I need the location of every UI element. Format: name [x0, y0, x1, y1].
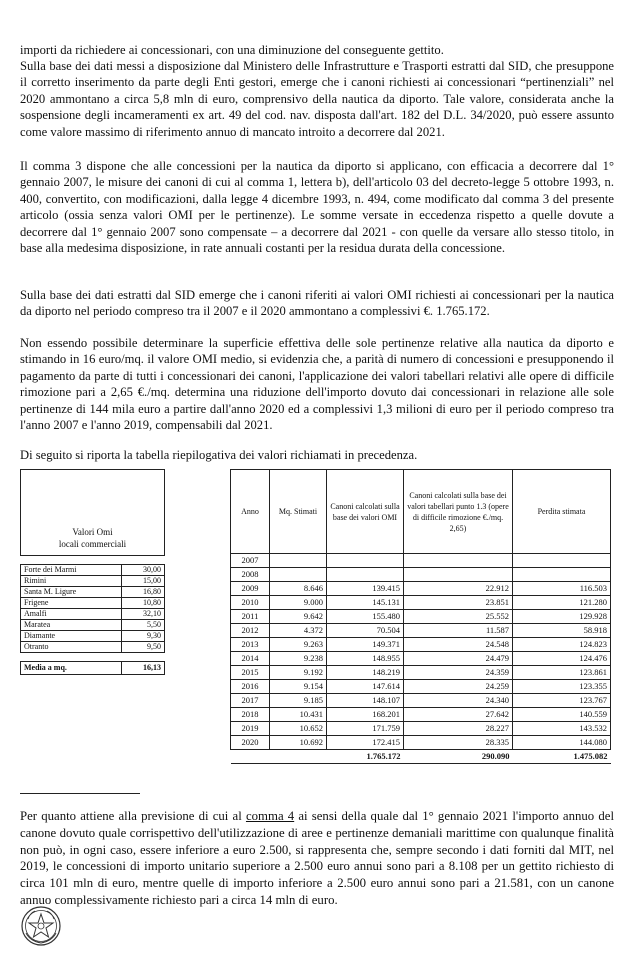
fees-summary-table — [230, 469, 611, 764]
cell-canoni-omi: 172.415 — [327, 736, 404, 750]
table-row — [231, 596, 611, 610]
cell-canoni-omi: 147.614 — [327, 680, 404, 694]
cell-canoni-tabellari: 11.587 — [404, 624, 513, 638]
cell-canoni-omi: 155.480 — [327, 610, 404, 624]
omi-average-label: Media a mq. — [21, 662, 122, 675]
separator-line — [20, 793, 140, 794]
cell-mq: 4.372 — [270, 624, 327, 638]
omi-table-header — [21, 470, 165, 556]
cell-anno: 2009 — [231, 582, 270, 596]
table-row — [231, 582, 611, 596]
cell-anno: 2012 — [231, 624, 270, 638]
cell-anno: 2007 — [231, 554, 270, 568]
cell-mq: 9.263 — [270, 638, 327, 652]
cell-anno: 2019 — [231, 722, 270, 736]
total-canoni-omi: 1.765.172 — [327, 750, 404, 764]
cell-perdita: 144.080 — [513, 736, 611, 750]
omi-place: Amalfi — [21, 609, 122, 620]
paragraph-7-end: ai sensi della quale dal 1° gennaio 2021 l'importo annuo del canone dovuto quale corrispettivo dell'utilizzazione di aree e pertinenze demaniali marittime con qualunque finalità non può, in ogni caso, essere inferiore a euro 2.500, si rappresenta che, sempre secondo i dati forniti dal MIT, nel 2019, le concessioni di importo unitario superiore a 2.500 euro annui sono pari a 8.108 per un gettito richiesto di circa 101 mln di euro, mentre quelle di importo inferiore a 2.500 euro annui sono pari a 21.581, con un canone annuo complessivamente richiesto pari a circa 14 mln di euro. — [20, 809, 614, 907]
cell-mq: 8.646 — [270, 582, 327, 596]
cell-mq: 9.185 — [270, 694, 327, 708]
omi-value: 9,50 — [122, 642, 165, 653]
cell-mq: 10.652 — [270, 722, 327, 736]
cell-canoni-omi: 168.201 — [327, 708, 404, 722]
cell-perdita: 124.476 — [513, 652, 611, 666]
omi-values-table — [20, 469, 165, 675]
cell-canoni-tabellari: 28.335 — [404, 736, 513, 750]
totals-row — [231, 750, 611, 764]
cell-canoni-tabellari — [404, 568, 513, 582]
omi-row — [21, 587, 165, 598]
cell-canoni-tabellari: 28.227 — [404, 722, 513, 736]
cell-anno: 2013 — [231, 638, 270, 652]
cell-canoni-omi: 149.371 — [327, 638, 404, 652]
cell-canoni-omi — [327, 568, 404, 582]
cell-canoni-omi: 148.107 — [327, 694, 404, 708]
cell-canoni-omi: 139.415 — [327, 582, 404, 596]
cell-perdita: 123.861 — [513, 666, 611, 680]
cell-canoni-tabellari: 25.552 — [404, 610, 513, 624]
cell-mq: 10.692 — [270, 736, 327, 750]
cell-anno: 2011 — [231, 610, 270, 624]
omi-place: Rimini — [21, 576, 122, 587]
cell-canoni-tabellari: 22.912 — [404, 582, 513, 596]
cell-canoni-tabellari: 24.359 — [404, 666, 513, 680]
omi-average-row — [21, 662, 165, 675]
cell-mq: 9.000 — [270, 596, 327, 610]
omi-place: Santa M. Ligure — [21, 587, 122, 598]
cell-anno: 2008 — [231, 568, 270, 582]
omi-row — [21, 609, 165, 620]
table-row — [231, 610, 611, 624]
cell-anno: 2015 — [231, 666, 270, 680]
paragraph-1: importi da richiedere ai concessionari, con una diminuzione del conseguente gettito. — [20, 43, 444, 57]
cell-perdita: 143.532 — [513, 722, 611, 736]
omi-place: Forte dei Marmi — [21, 565, 122, 576]
cell-perdita: 129.928 — [513, 610, 611, 624]
cell-canoni-tabellari — [404, 554, 513, 568]
omi-header-subtitle: locali commerciali — [58, 539, 127, 549]
cell-mq: 9.192 — [270, 666, 327, 680]
paragraph-6: Di seguito si riporta la tabella riepilogativa dei valori richiamati in precedenza. — [20, 448, 418, 462]
cell-canoni-omi: 148.219 — [327, 666, 404, 680]
cell-mq — [270, 554, 327, 568]
omi-value: 9,30 — [122, 631, 165, 642]
cell-anno: 2016 — [231, 680, 270, 694]
col-header-perdita: Perdita stimata — [513, 470, 611, 554]
omi-row — [21, 642, 165, 653]
omi-place: Diamante — [21, 631, 122, 642]
cell-canoni-tabellari: 27.642 — [404, 708, 513, 722]
cell-anno: 2018 — [231, 708, 270, 722]
omi-value: 16,80 — [122, 587, 165, 598]
cell-perdita: 123.355 — [513, 680, 611, 694]
total-canoni-tabellari: 290.090 — [404, 750, 513, 764]
cell-canoni-tabellari: 24.259 — [404, 680, 513, 694]
omi-value: 10,80 — [122, 598, 165, 609]
omi-value: 30,00 — [122, 565, 165, 576]
table-row — [231, 638, 611, 652]
cell-mq: 9.238 — [270, 652, 327, 666]
paragraph-4: Sulla base dei dati estratti dal SID emerge che i canoni riferiti ai valori OMI richiesti ai concessionari per la nautica da diporto nel periodo compreso tra il 2007 e il 2020 ammontano a complessivi €. 1.765.172. — [20, 288, 614, 319]
cell-perdita: 121.280 — [513, 596, 611, 610]
cell-canoni-omi — [327, 554, 404, 568]
paragraph-2: Sulla base dei dati messi a disposizione dal Ministero delle Infrastrutture e Trasporti estratti dal SID, che presuppone il corretto inserimento da parte degli Enti gestori, emerge che i canoni richiesti ai concessionari “pertinenziali” nel 2020 ammontano a circa 5,8 mln di euro, comprensivo della nautica da diporto. Tale valore, considerata anche la sospensione degli incameramenti ex art. 49 del cod. nav. disposta dall'art. 182 del D.L. 34/2020, può essere assunto come valore massimo di riferimento annuo di mancato introito a decorrere dal 2021. — [20, 59, 614, 139]
cell-canoni-tabellari: 24.548 — [404, 638, 513, 652]
omi-place: Frigene — [21, 598, 122, 609]
omi-row — [21, 631, 165, 642]
cell-anno: 2017 — [231, 694, 270, 708]
cell-canoni-tabellari: 23.851 — [404, 596, 513, 610]
table-row — [231, 554, 611, 568]
cell-anno: 2020 — [231, 736, 270, 750]
omi-row — [21, 565, 165, 576]
paragraph-5: Non essendo possibile determinare la superficie effettiva delle sole pertinenze relative alla nautica da diporto e stimando in 16 euro/mq. il valore OMI medio, si evidenzia che, a parità di numero di concessioni e presupponendo il pagamento da parte di tutti i concessionari dei canoni, l'applicazione dei valori tabellari relativi alle opere di difficile rimozione pari a 2,65 €./mq. determina una riduzione dell'importo dovuto dai concessionari in relazione alle sole pertinenze di 144 mila euro a partire dall'anno 2020 ed a complessivi 1,3 milioni di euro per il periodo compreso tra l'anno 2007 e l'anno 2019, compensabili dal 2021. — [20, 336, 614, 433]
col-header-canoni-tabellari: Canoni calcolati sulla base dei valori tabellari punto 1.3 (opere di difficile rimozione €./mq. 2,65) — [404, 470, 513, 554]
cell-anno: 2014 — [231, 652, 270, 666]
paragraph-7-start: Per quanto attiene alla previsione di cui al — [20, 809, 246, 823]
omi-row — [21, 598, 165, 609]
table-row — [231, 652, 611, 666]
table-row — [231, 568, 611, 582]
cell-perdita: 58.918 — [513, 624, 611, 638]
cell-mq: 9.642 — [270, 610, 327, 624]
omi-value: 15,00 — [122, 576, 165, 587]
omi-place: Maratea — [21, 620, 122, 631]
table-row — [231, 708, 611, 722]
col-header-anno: Anno — [231, 470, 270, 554]
cell-anno: 2010 — [231, 596, 270, 610]
cell-perdita: 124.823 — [513, 638, 611, 652]
cell-perdita — [513, 554, 611, 568]
omi-average-value: 16,13 — [122, 662, 165, 675]
comma-4-reference: comma 4 — [245, 809, 295, 823]
omi-value: 5,50 — [122, 620, 165, 631]
table-row — [231, 666, 611, 680]
cell-perdita — [513, 568, 611, 582]
table-row — [231, 722, 611, 736]
cell-canoni-omi: 145.131 — [327, 596, 404, 610]
omi-place: Otranto — [21, 642, 122, 653]
cell-mq — [270, 568, 327, 582]
table-row — [231, 680, 611, 694]
cell-perdita: 116.503 — [513, 582, 611, 596]
omi-row — [21, 620, 165, 631]
cell-canoni-omi: 148.955 — [327, 652, 404, 666]
cell-perdita: 123.767 — [513, 694, 611, 708]
col-header-canoni-omi: Canoni calcolati sulla base dei valori OMI — [327, 470, 404, 554]
table-row — [231, 694, 611, 708]
omi-header-title: Valori Omi — [72, 527, 113, 537]
paragraph-7 — [20, 808, 614, 909]
total-perdita: 1.475.082 — [513, 750, 611, 764]
col-header-mq: Mq. Stimati — [270, 470, 327, 554]
republic-emblem-icon — [20, 905, 62, 947]
table-row — [231, 624, 611, 638]
cell-canoni-tabellari: 24.479 — [404, 652, 513, 666]
cell-canoni-omi: 70.504 — [327, 624, 404, 638]
table-row — [231, 736, 611, 750]
cell-perdita: 140.559 — [513, 708, 611, 722]
paragraph-3: Il comma 3 dispone che alle concessioni per la nautica da diporto si applicano, con efficacia a decorrere dal 1° gennaio 2007, le misure dei canoni di cui al comma 1, lettera b), dell'articolo 03 del decreto-legge 5 ottobre 1993, n. 400, convertito, con modificazioni, dalla legge 4 dicembre 1993, n. 494, come modificato dal comma 3 del presente articolo (ossia senza valori OMI per le pertinenze). Le somme versate in eccedenza rispetto a quelle dovute a decorrere dal 1° gennaio 2007 sono compensate – a decorrere dal 2021 - con quelle da versare allo stesso titolo, in base alla medesima disposizione, in rate annuali costanti per la residua durata della concessione. — [20, 159, 614, 256]
cell-canoni-omi: 171.759 — [327, 722, 404, 736]
cell-canoni-tabellari: 24.340 — [404, 694, 513, 708]
cell-mq: 9.154 — [270, 680, 327, 694]
omi-value: 32,10 — [122, 609, 165, 620]
cell-mq: 10.431 — [270, 708, 327, 722]
omi-row — [21, 576, 165, 587]
